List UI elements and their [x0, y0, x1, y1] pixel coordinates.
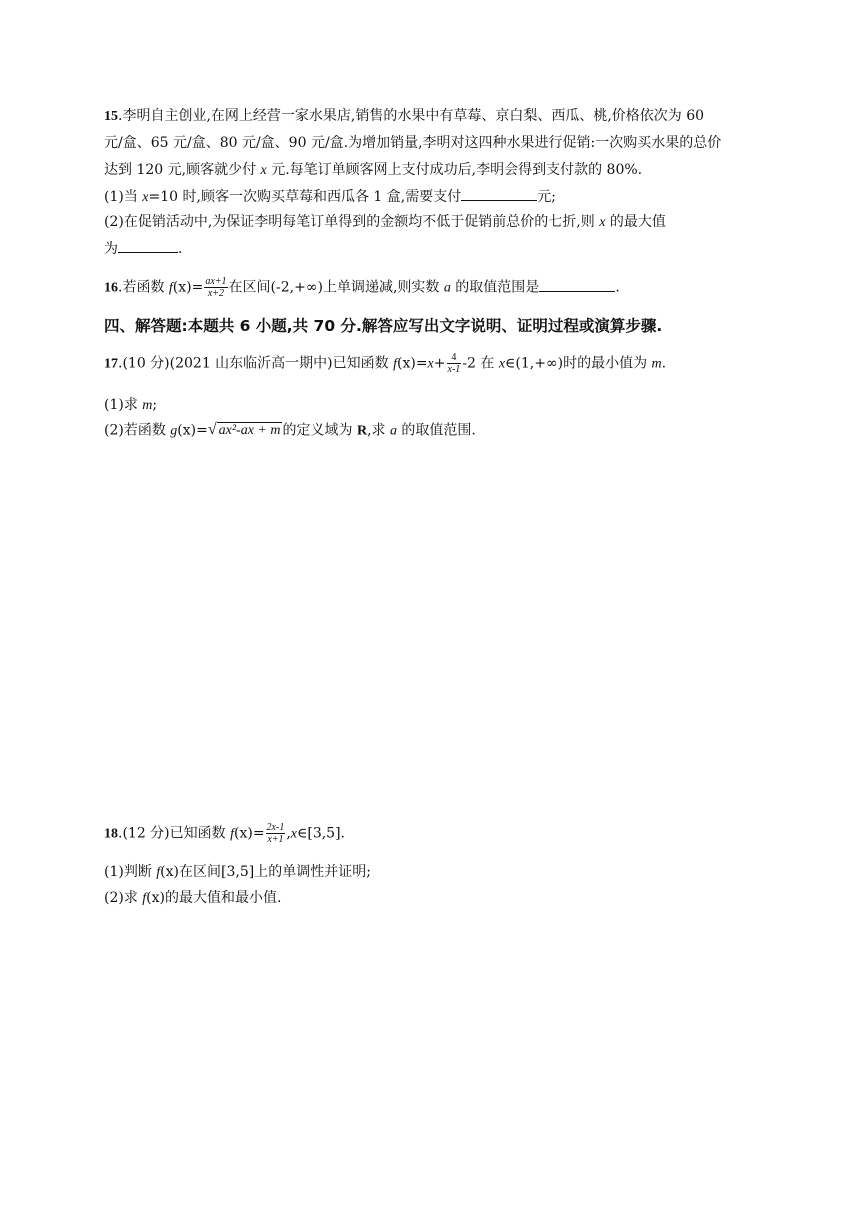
fraction: $\frac{ax+1}{x+2}$	[205, 276, 227, 299]
q15-line1: 15.李明自主创业,在网上经营一家水果店,销售的水果中有草莓、京白梨、西瓜、桃,价格依次为 60	[104, 108, 705, 124]
question-number: 16	[104, 280, 118, 296]
q15-part2: (2)在促销活动中,为保证李明每笔订单得到的金额均不低于促销前总价的七折,则 x 的最大值	[104, 214, 666, 230]
fraction: $\frac{2x-1}{x+1}$	[266, 822, 285, 845]
q17-part1: (1)求 m;	[104, 397, 158, 413]
q17-line: 17.(10 分)(2021 山东临沂高一期中)已知函数 f(x)=x+ $\frac{4}{x-1}$ -2 在 x∈(1,+∞)时的最小值为 m.	[104, 352, 667, 375]
question-number: 15	[104, 109, 118, 124]
q17-part2: (2)若函数 g(x)=√ ax²-ax + m 的定义域为 R,求 a 的取值范围.	[104, 420, 476, 442]
q15-part1: (1)当 x=10 时,顾客一次购买草莓和西瓜各 1 盒,需要支付 元;	[104, 186, 556, 208]
question-number: 17	[104, 356, 118, 372]
q18-part1: (1)判断 f(x)在区间[3,5]上的单调性并证明;	[104, 864, 371, 880]
q15-part2-cont: 为 .	[104, 238, 182, 259]
square-root: √ ax²-ax + m	[207, 421, 281, 438]
answer-blank	[539, 277, 615, 292]
answer-blank	[461, 186, 537, 201]
fraction: $\frac{4}{x-1}$	[447, 352, 461, 375]
q18-line: 18.(12 分)已知函数 f(x)= $\frac{2x-1}{x+1}$ ,x∈[3,5].	[104, 822, 346, 845]
section-heading: 四、解答题:本题共 6 小题,共 70 分.解答应写出文字说明、证明过程或演算步骤.	[104, 317, 663, 335]
question-number: 18	[104, 826, 118, 842]
q15-line3: 达到 120 元,顾客就少付 x 元.每笔订单顾客网上支付成功后,李明会得到支付款的 80%.	[104, 162, 643, 178]
q18-part2: (2)求 f(x)的最大值和最小值.	[104, 890, 282, 906]
answer-blank	[118, 238, 178, 253]
q15-line2: 元/盒、65 元/盒、80 元/盒、90 元/盒.为增加销量,李明对这四种水果进行促销:一次购买水果的总价	[104, 135, 722, 151]
q16-line: 16.若函数 f(x)= $\frac{ax+1}{x+2}$ 在区间(-2,+∞)上单调递减,则实数 a 的取值范围是 .	[104, 276, 620, 299]
